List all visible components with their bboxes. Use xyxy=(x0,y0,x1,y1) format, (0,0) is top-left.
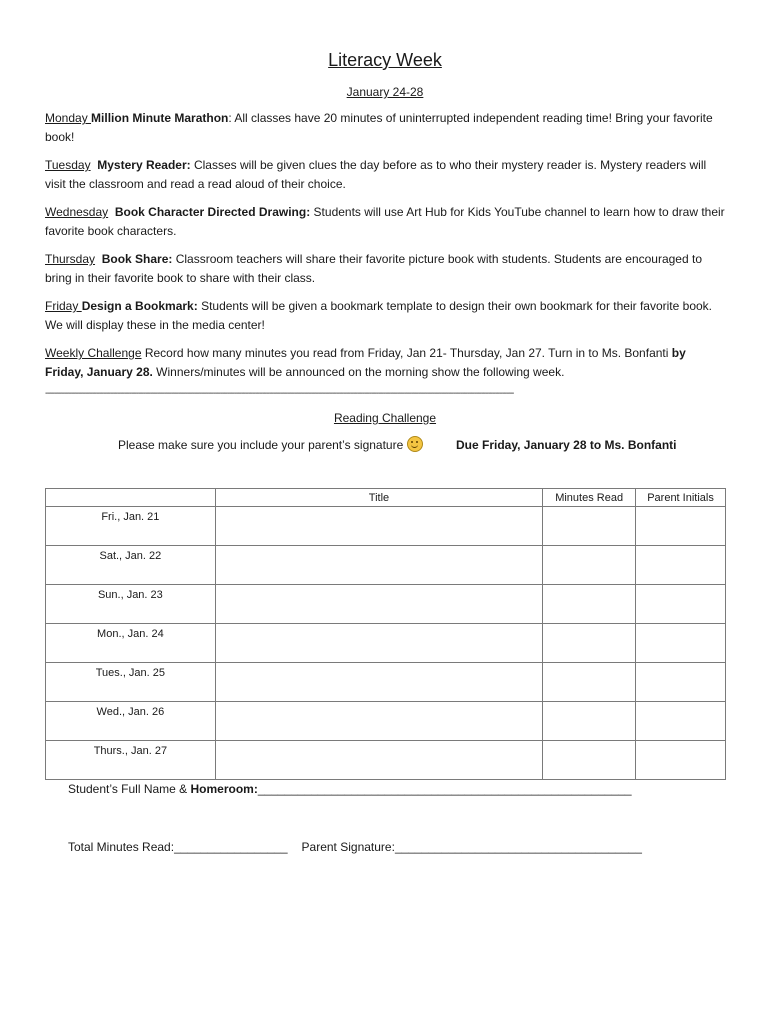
day-cell: Tues., Jan. 25 xyxy=(46,663,216,702)
day-friday xyxy=(45,297,725,335)
dashed-divider: --------------------------------------------------------------------------------------------------------------------------------------------------------------------------------------------------------- xyxy=(45,388,514,399)
minutes-cell[interactable] xyxy=(543,663,636,702)
title-cell[interactable] xyxy=(215,624,542,663)
day-cell: Wed., Jan. 26 xyxy=(46,702,216,741)
table-row xyxy=(46,624,726,663)
activity-name: Design a Bookmark: xyxy=(81,299,198,313)
activity-description: Students will be given a bookmark template to design their own bookmark for their favorite book. We will display these in the media center! xyxy=(45,299,712,332)
document-page xyxy=(45,48,725,455)
weekly-challenge-text: Record how many minutes you read from Friday, Jan 21- Thursday, Jan 27. Turn in to Ms. Bonfanti xyxy=(141,346,672,360)
initials-cell[interactable] xyxy=(636,507,726,546)
day-label: Monday xyxy=(45,111,92,125)
day-cell: Sun., Jan. 23 xyxy=(46,585,216,624)
day-cell: Mon., Jan. 24 xyxy=(46,624,216,663)
minutes-cell[interactable] xyxy=(543,585,636,624)
table-row xyxy=(46,663,726,702)
initials-cell[interactable] xyxy=(636,702,726,741)
activity-description: Students will use Art Hub for Kids YouTube channel to learn how to draw their favorite book characters. xyxy=(45,205,725,238)
smiley-icon xyxy=(407,436,423,452)
totals-signature-line xyxy=(68,838,728,856)
table-row xyxy=(46,585,726,624)
minutes-cell[interactable] xyxy=(543,507,636,546)
minutes-cell[interactable] xyxy=(543,702,636,741)
parent-signature-label: Parent Signature: xyxy=(301,840,395,854)
parent-signature-blank[interactable]: _____________________________________ xyxy=(394,840,642,854)
minutes-cell[interactable] xyxy=(543,624,636,663)
reading-log-table xyxy=(45,488,726,780)
title-cell[interactable] xyxy=(215,585,542,624)
activity-name: Mystery Reader: xyxy=(97,158,191,172)
day-wednesday xyxy=(45,203,725,241)
initials-cell[interactable] xyxy=(636,741,726,780)
initials-cell[interactable] xyxy=(636,624,726,663)
day-monday xyxy=(45,109,725,147)
reading-challenge-instructions xyxy=(45,435,725,455)
activity-name: Book Character Directed Drawing: xyxy=(114,205,311,219)
weekly-challenge-deadline: by Friday, January 28. xyxy=(45,346,686,379)
weekly-challenge xyxy=(45,344,725,382)
initials-cell[interactable] xyxy=(636,546,726,585)
student-name-label: Student’s Full Name & xyxy=(68,782,191,796)
initials-cell[interactable] xyxy=(636,663,726,702)
title-cell[interactable] xyxy=(215,702,542,741)
day-cell: Fri., Jan. 21 xyxy=(46,507,216,546)
title-cell[interactable] xyxy=(215,507,542,546)
signature-note-text: Please make sure you include your parent’s signature xyxy=(118,438,404,452)
weekly-challenge-tail: Winners/minutes will be announced on the morning show the following week. xyxy=(152,365,565,379)
minutes-cell[interactable] xyxy=(543,741,636,780)
student-name-line xyxy=(68,780,632,798)
day-cell: Sat., Jan. 22 xyxy=(46,546,216,585)
activity-name: Million Minute Marathon xyxy=(91,111,229,125)
day-thursday xyxy=(45,250,725,288)
title-cell[interactable] xyxy=(215,741,542,780)
reading-challenge-title: Reading Challenge xyxy=(333,411,437,425)
date-range: January 24-28 xyxy=(346,85,424,99)
table-row xyxy=(46,702,726,741)
title-cell[interactable] xyxy=(215,663,542,702)
total-minutes-blank[interactable]: _________________ xyxy=(174,840,288,854)
header-parent-initials: Parent Initials xyxy=(636,489,726,507)
table-row xyxy=(46,507,726,546)
header-title: Title xyxy=(215,489,542,507)
initials-cell[interactable] xyxy=(636,585,726,624)
title-cell[interactable] xyxy=(215,546,542,585)
day-label: Tuesday xyxy=(45,158,91,172)
header-day xyxy=(46,489,216,507)
day-label: Friday xyxy=(45,299,82,313)
activity-description: Classes will be given clues the day before as to who their mystery reader is. Mystery readers will visit the classroom and read a read aloud of their choice. xyxy=(45,158,707,191)
weekly-challenge-label: Weekly Challenge xyxy=(45,346,142,360)
day-label: Wednesday xyxy=(45,205,109,219)
due-date-note: Due Friday, January 28 to Ms. Bonfanti xyxy=(456,438,677,452)
activity-name: Book Share: xyxy=(101,252,173,266)
day-cell: Thurs., Jan. 27 xyxy=(46,741,216,780)
student-name-blank[interactable]: ________________________________________________________ xyxy=(257,782,632,796)
day-label: Thursday xyxy=(45,252,96,266)
table-row xyxy=(46,741,726,780)
header-minutes-read: Minutes Read xyxy=(543,489,636,507)
page-title: Literacy Week xyxy=(328,50,442,70)
activity-description: : All classes have 20 minutes of uninterrupted independent reading time! Bring your favorite book! xyxy=(45,111,713,144)
day-tuesday xyxy=(45,156,725,194)
signature-note xyxy=(118,435,423,455)
table-row xyxy=(46,546,726,585)
total-minutes-label: Total Minutes Read: xyxy=(68,840,175,854)
minutes-cell[interactable] xyxy=(543,546,636,585)
table-header-row xyxy=(46,489,726,507)
homeroom-label: Homeroom: xyxy=(190,782,258,796)
activity-description: Classroom teachers will share their favorite picture book with students. Students are encouraged to bring in their favorite book to share with their class. xyxy=(45,252,702,285)
